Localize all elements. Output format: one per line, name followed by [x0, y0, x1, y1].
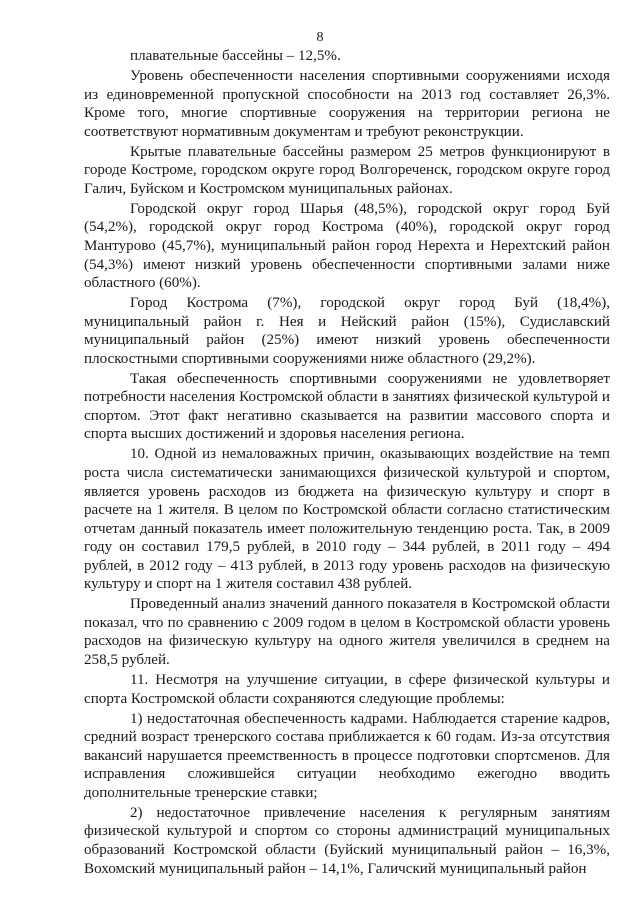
paragraph-indoor-pools: Крытые плавательные бассейны размером 25 метров функционируют в городе Костроме, городском округе город Волгореченск, городском округе город Галич, Буйском и Костромском муниципальных районах.: [84, 143, 610, 197]
document-body: [84, 47, 610, 880]
paragraph-needs-not-met: Такая обеспеченность спортивными сооружениями не удовлетворяет потребности населения Костромской области в занятиях физической культурой и спортом. Этот факт негативно сказывается на развитии массового спорта и спорта высших достижений и здоровья населения региона.: [84, 370, 610, 443]
page-number: 8: [316, 30, 324, 45]
paragraph-item-10-expenses: 10. Одной из немаловажных причин, оказывающих воздействие на темп роста числа систематически занимающихся физической культурой и спортом, является уровень расходов из бюджета на физическую культуру и спорт в расчете на 1 жителя. В целом по Костромской области согласно статистическим отчетам данный показатель имеет положительную тенденцию роста. Так, в 2009 году он составил 179,5 рублей, в 2010 году – 344 рублей, в 2011 году – 494 рублей, в 2012 году – 413 рублей, в 2013 году уровень расходов на физическую культуру и спорт на 1 жителя составил 438 рублей.: [84, 446, 610, 593]
paragraph-pools-share: плавательные бассейны – 12,5%.: [130, 48, 341, 64]
paragraph-provision-level: Уровень обеспеченности населения спортивными сооружениями исходя из единовременной пропускной способности на 2013 год составляет 26,3%. Кроме того, многие спортивные сооружения на территории региона не соответствуют нормативным документам и требуют реконструкции.: [84, 68, 610, 140]
paragraph-sports-halls: Городской округ город Шарья (48,5%), городской округ город Буй (54,2%), городской округ город Кострома (40%), городской округ город Мантурово (45,7%), муниципальный район город Нерехта и Нерехтский район (54,3%) имеют низкий уровень обеспеченности спортивными залами ниже областного (60%).: [84, 200, 610, 292]
paragraph-problem-1-staffing: 1) недостаточная обеспеченность кадрами. Наблюдается старение кадров, средний возраст тренерского состава приближается к 60 годам. Из-за отсутствия вакансий нарушается преемственность в процессе подготовки спортсменов. Для исправления сложившейся ситуации необходимо ежегодно вводить дополнительные тренерские ставки;: [84, 710, 610, 801]
paragraph-flat-facilities: Город Кострома (7%), городской округ город Буй (18,4%), муниципальный район г. Нея и Нейский район (15%), Судиславский муниципальный район (25%) имеют низкий уровень обеспеченности плоскостными спортивными сооружениями ниже областного (29,2%).: [84, 295, 610, 367]
paragraph-analysis: Проведенный анализ значений данного показателя в Костромской области показал, что по сравнению с 2009 годом в целом в Костромской области уровень расходов на физическую культуру на одного жителя увеличился в среднем на 258,5 рублей.: [84, 596, 610, 668]
paragraph-item-11-problems: 11. Несмотря на улучшение ситуации, в сфере физической культуры и спорта Костромской области сохраняются следующие проблемы:: [84, 672, 610, 707]
paragraph-problem-2-engagement: 2) недостаточное привлечение населения к регулярным занятиям физической культурой и спортом со стороны администраций муниципальных образований Костромской области (Буйский муниципальный район – 16,3%, Вохомский муниципальный район – 14,1%, Галичский муниципальный район: [84, 804, 610, 877]
